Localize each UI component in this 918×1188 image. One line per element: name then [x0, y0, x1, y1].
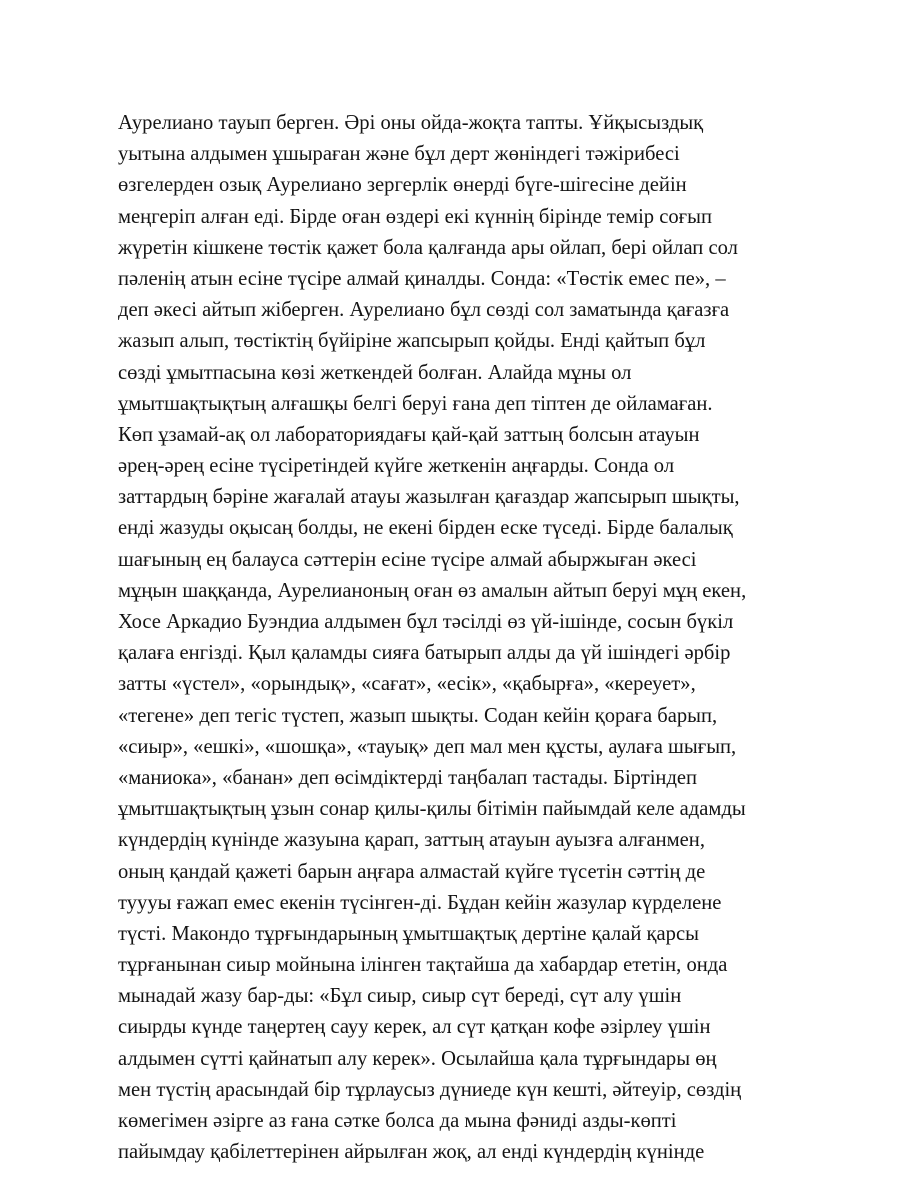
text-line: ұмытшақтықтың ұзын сонар қилы-қилы бітімін пайымдай келе адамды: [118, 798, 746, 821]
text-line: түсті. Макондо тұрғындарының ұмытшақтық дертіне қалай қарсы: [118, 922, 699, 945]
text-line: шағының ең балауса сәттерін есіне түсіре алмай абыржыған әкесі: [118, 548, 697, 571]
text-line: жүретін кішкене төстік қажет бола қалғанда ары ойлап, бері ойлап сол: [118, 236, 738, 259]
body-text: [118, 108, 818, 1168]
text-line: қалаға енгізді. Қыл қаламды сияға батырып алды да үй ішіндегі әрбір: [118, 642, 731, 665]
text-line: оның қандай қажеті барын аңғара алмастай күйге түсетін сәттің де: [118, 860, 706, 883]
text-line: деп әкесі айтып жіберген. Аурелиано бұл сөзді сол заматында қағазға: [118, 299, 730, 322]
text-line: «тегене» деп тегіс түстеп, жазып шықты. Содан кейін қораға барып,: [118, 704, 718, 727]
text-line: затты «үстел», «орындық», «сағат», «есік», «қабырға», «кереует»,: [118, 673, 696, 696]
text-line: уытына алдымен ұшыраған және бұл дерт жөніндегі тәжірибесі: [118, 143, 680, 166]
text-line: сиырды күнде таңертең сауу керек, ал сүт қатқан кофе әзірлеу үшін: [118, 1016, 711, 1039]
text-line: ұмытшақтықтың алғашқы белгі беруі ғана деп тіптен де ойламаған.: [118, 392, 713, 415]
text-line: тұрғанынан сиыр мойнына ілінген тақтайша да хабардар ететін, онда: [118, 954, 728, 977]
text-line: пәленің атын есіне түсіре алмай қиналды. Сонда: «Төстік емес пе», –: [118, 267, 726, 290]
text-line: әрең-әрең есіне түсіретіндей күйге жеткенін аңғарды. Сонда ол: [118, 455, 675, 478]
text-line: пайымдау қабілеттерінен айрылған жоқ, ал енді күндердің күнінде: [118, 1141, 705, 1164]
text-line: енді жазуды оқысаң болды, не екені бірден еске түседі. Бірде балалық: [118, 517, 733, 540]
text-line: заттардың бәріне жағалай атауы жазылған қағаздар жапсырып шықты,: [118, 486, 740, 509]
text-line: Көп ұзамай-ақ ол лабораториядағы қай-қай заттың болсын атауын: [118, 423, 700, 446]
text-line: сөзді ұмытпасына көзі жеткендей болған. Алайда мұны ол: [118, 361, 632, 384]
text-line: «маниока», «банан» деп өсімдіктерді таңбалап тастады. Біртіндеп: [118, 766, 698, 789]
text-line: көмегімен әзірге аз ғана сәтке болса да мына фәниді азды-көпті: [118, 1110, 677, 1132]
text-line: күндердің күнінде жазуына қарап, заттың атауын ауызға алғанмен,: [118, 829, 705, 852]
text-line: меңгеріп алған еді. Бірде оған өздері екі күннің бірінде темір соғып: [118, 205, 712, 228]
text-line: «сиыр», «ешкі», «шошқа», «тауық» деп мал мен құсты, аулаға шығып,: [118, 735, 737, 758]
text-line: өзгелерден озық Аурелиано зергерлік өнерді бүге-шігесіне дейін: [118, 174, 687, 197]
text-line: Аурелиано тауып берген. Әрі оны ойда-жоқта тапты. Ұйқысыздық: [118, 112, 704, 134]
text-line: туууы ғажап емес екенін түсінген-ді. Бұдан кейін жазулар күрделене: [118, 891, 722, 914]
text-line: мынадай жазу бар-ды: «Бұл сиыр, сиыр сүт береді, сүт алу үшін: [118, 985, 682, 1008]
text-line: Хосе Аркадио Буэндиа алдымен бұл тәсілді өз үй-ішінде, сосын бүкіл: [118, 611, 734, 633]
text-line: алдымен сүтті қайнатып алу керек». Осылайша қала тұрғындары өң: [118, 1047, 717, 1070]
text-line: мен түстің арасындай бір тұрлаусыз дүниеде күн кешті, әйтеуір, сөздің: [118, 1078, 742, 1101]
text-line: мұңын шаққанда, Аурелианоның оған өз амалын айтып беруі мұң екен,: [118, 579, 747, 602]
text-line: жазып алып, төстіктің бүйіріне жапсырып қойды. Енді қайтып бұл: [118, 330, 706, 353]
